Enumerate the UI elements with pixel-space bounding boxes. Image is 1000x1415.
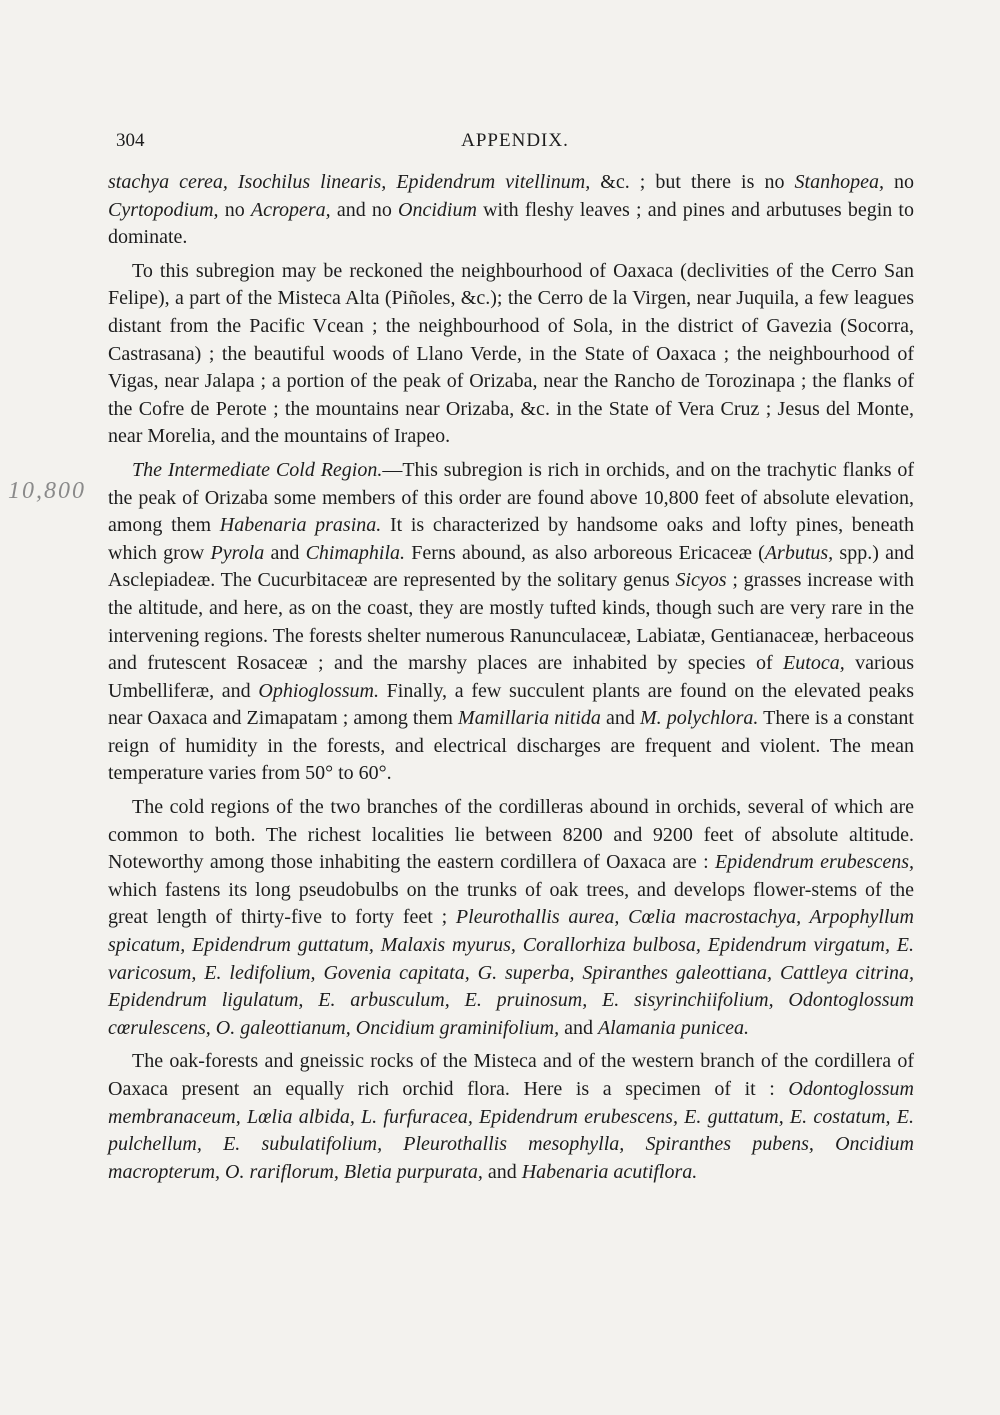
- italic-text: Arbutus,: [764, 541, 834, 564]
- text-run: and: [482, 1160, 522, 1183]
- italic-text: Acropera,: [250, 198, 331, 221]
- text-run: and: [600, 707, 641, 730]
- text-run: no: [883, 171, 915, 193]
- italic-text: Ophioglossum.: [258, 679, 379, 702]
- italic-text: Epidendrum erubescens,: [714, 851, 914, 874]
- text-run: To this subregion may be reckoned the neighbourhood of Oaxaca (declivities of the Cerro San Felipe), a part of the Misteca Alta (Piñoles, &c.); the Cerro de la Virgen, near Juquila, a few leagues distant from the Pacific Vcean ; the neighbourhood of Sola, in the district of Gavezia (Socorra, Castrasana) ; the beautiful woods of Llano Verde, in the State of Oaxaca ; the neighbourhood of Vigas, near Jalapa ; a portion of the peak of Orizaba, near the Rancho de Torozinapa ; the flanks of the Cofre de Perote ; the mountains near Orizaba, &c. in the State of Vera Cruz ; Jesus del Monte, near Morelia, and the mountains of Irapeo.: [108, 259, 914, 448]
- italic-text: Chimaphila.: [305, 541, 406, 564]
- text-run: various Umbelliferæ, and: [108, 652, 914, 702]
- text-run: and: [264, 541, 306, 564]
- italic-text: Habenaria acutiflora.: [521, 1160, 698, 1183]
- italic-text: Eutoca,: [783, 652, 845, 675]
- italic-text: Pleurothallis aurea, Cœlia macrostachya, Arpophyllum spicatum, Epidendrum guttatum, Malaxis myurus, Corallorhiza bulbosa, Epidendrum virgatum, E. varicosum, E. ledifolium, Govenia capitata, G. superba, Spiranthes galeottiana, Cattleya citrina, Epidendrum ligulatum, E. arbusculum, E. pruinosum, E. sisyrinchiifolium, Odontoglossum cœrulescens, O. galeottianum, Oncidium graminifolium,: [108, 906, 914, 1039]
- text-run: ; grasses increase with the altitude, and here, as on the coast, they are mostly tufted kinds, though such are very rare in the intervening regions. The forests shelter numerous Ranunculaceæ, Labiatæ, Gentianaceæ, herbaceous and frutescent Rosaceæ ; and the marshy places are inhabited by species of: [108, 569, 914, 675]
- text-run: Ferns abound, as also arboreous Ericaceæ (: [405, 541, 765, 564]
- italic-text: Odontoglossum membranaceum, Lœlia albida, L. furfuracea, Epidendrum erubescens, E. guttatum, E. costatum, E. pulchellum, E. subulatifolium, Pleurothallis mesophylla, Spiranthes pubens, Oncidium macropterum, O. rariflorum, Bletia purpurata,: [108, 1078, 914, 1183]
- page-number: 304: [116, 130, 145, 151]
- italic-text: Cyrtopodium,: [108, 198, 219, 221]
- text-run: There is a constant reign of humidity in the forests, and electrical discharges are frequent and violent. The mean temperature varies from 50° to 60°.: [108, 707, 914, 785]
- italic-text: Oncidium: [398, 198, 477, 221]
- italic-text: M. polychlora.: [640, 707, 759, 730]
- italic-text: The Intermediate Cold Region.: [132, 458, 383, 481]
- italic-text: Mamillaria nitida: [458, 707, 601, 730]
- paragraph: [108, 258, 914, 451]
- italic-text: Alamania punicea.: [597, 1016, 750, 1039]
- body-text: [108, 169, 914, 1192]
- page-header: [116, 130, 914, 154]
- running-head: APPENDIX.: [461, 130, 569, 151]
- text-run: no: [218, 198, 251, 221]
- text-run: The cold regions of the two branches of the cordilleras abound in orchids, several of which are common to both. The richest localities lie between 8200 and 9200 feet of absolute altitude. Noteworthy among those inhabiting the eastern cordillera of Oaxaca are :: [108, 796, 914, 874]
- italic-text: Pyrola: [210, 541, 265, 564]
- text-run: Finally, a few succulent plants are found on the elevated peaks near Oaxaca and Zimapatam ; among them: [108, 679, 914, 730]
- text-run: It is characterized by handsome oaks and lofty pines, beneath which grow: [108, 514, 914, 564]
- italic-text: Sicyos: [675, 569, 727, 592]
- paragraph: [108, 457, 914, 788]
- text-run: spp.) and Asclepiadeæ. The Cucurbitaceæ are represented by the solitary genus: [108, 541, 914, 592]
- italic-text: Habenaria prasina.: [219, 514, 382, 537]
- text-run: The oak-forests and gneissic rocks of the Misteca and of the western branch of the cordillera of Oaxaca present an equally rich orchid flora. Here is a specimen of it :: [108, 1050, 914, 1100]
- text-run: with fleshy leaves ; and pines and arbutuses begin to dominate.: [108, 198, 914, 249]
- text-run: and no: [330, 198, 399, 221]
- italic-text: stachya cerea, Isochilus linearis, Epidendrum vitellinum,: [108, 171, 591, 193]
- text-run: —This subregion is rich in orchids, and on the trachytic flanks of the peak of Orizaba some members of this order are found above 10,800 feet of absolute elevation, among them: [108, 458, 915, 537]
- margin-annotation: 10,800: [8, 478, 86, 504]
- italic-text: Stanhopea,: [794, 171, 884, 193]
- paragraph: [108, 1048, 914, 1186]
- text-run: &c. ; but there is no: [590, 171, 795, 193]
- text-run: which fastens its long pseudobulbs on the trunks of oak trees, and develops flower-stems of the great length of thirty-five to forty feet ;: [108, 878, 914, 929]
- text-run: and: [559, 1016, 598, 1039]
- paragraph: [108, 169, 914, 252]
- paragraph: [108, 794, 914, 1042]
